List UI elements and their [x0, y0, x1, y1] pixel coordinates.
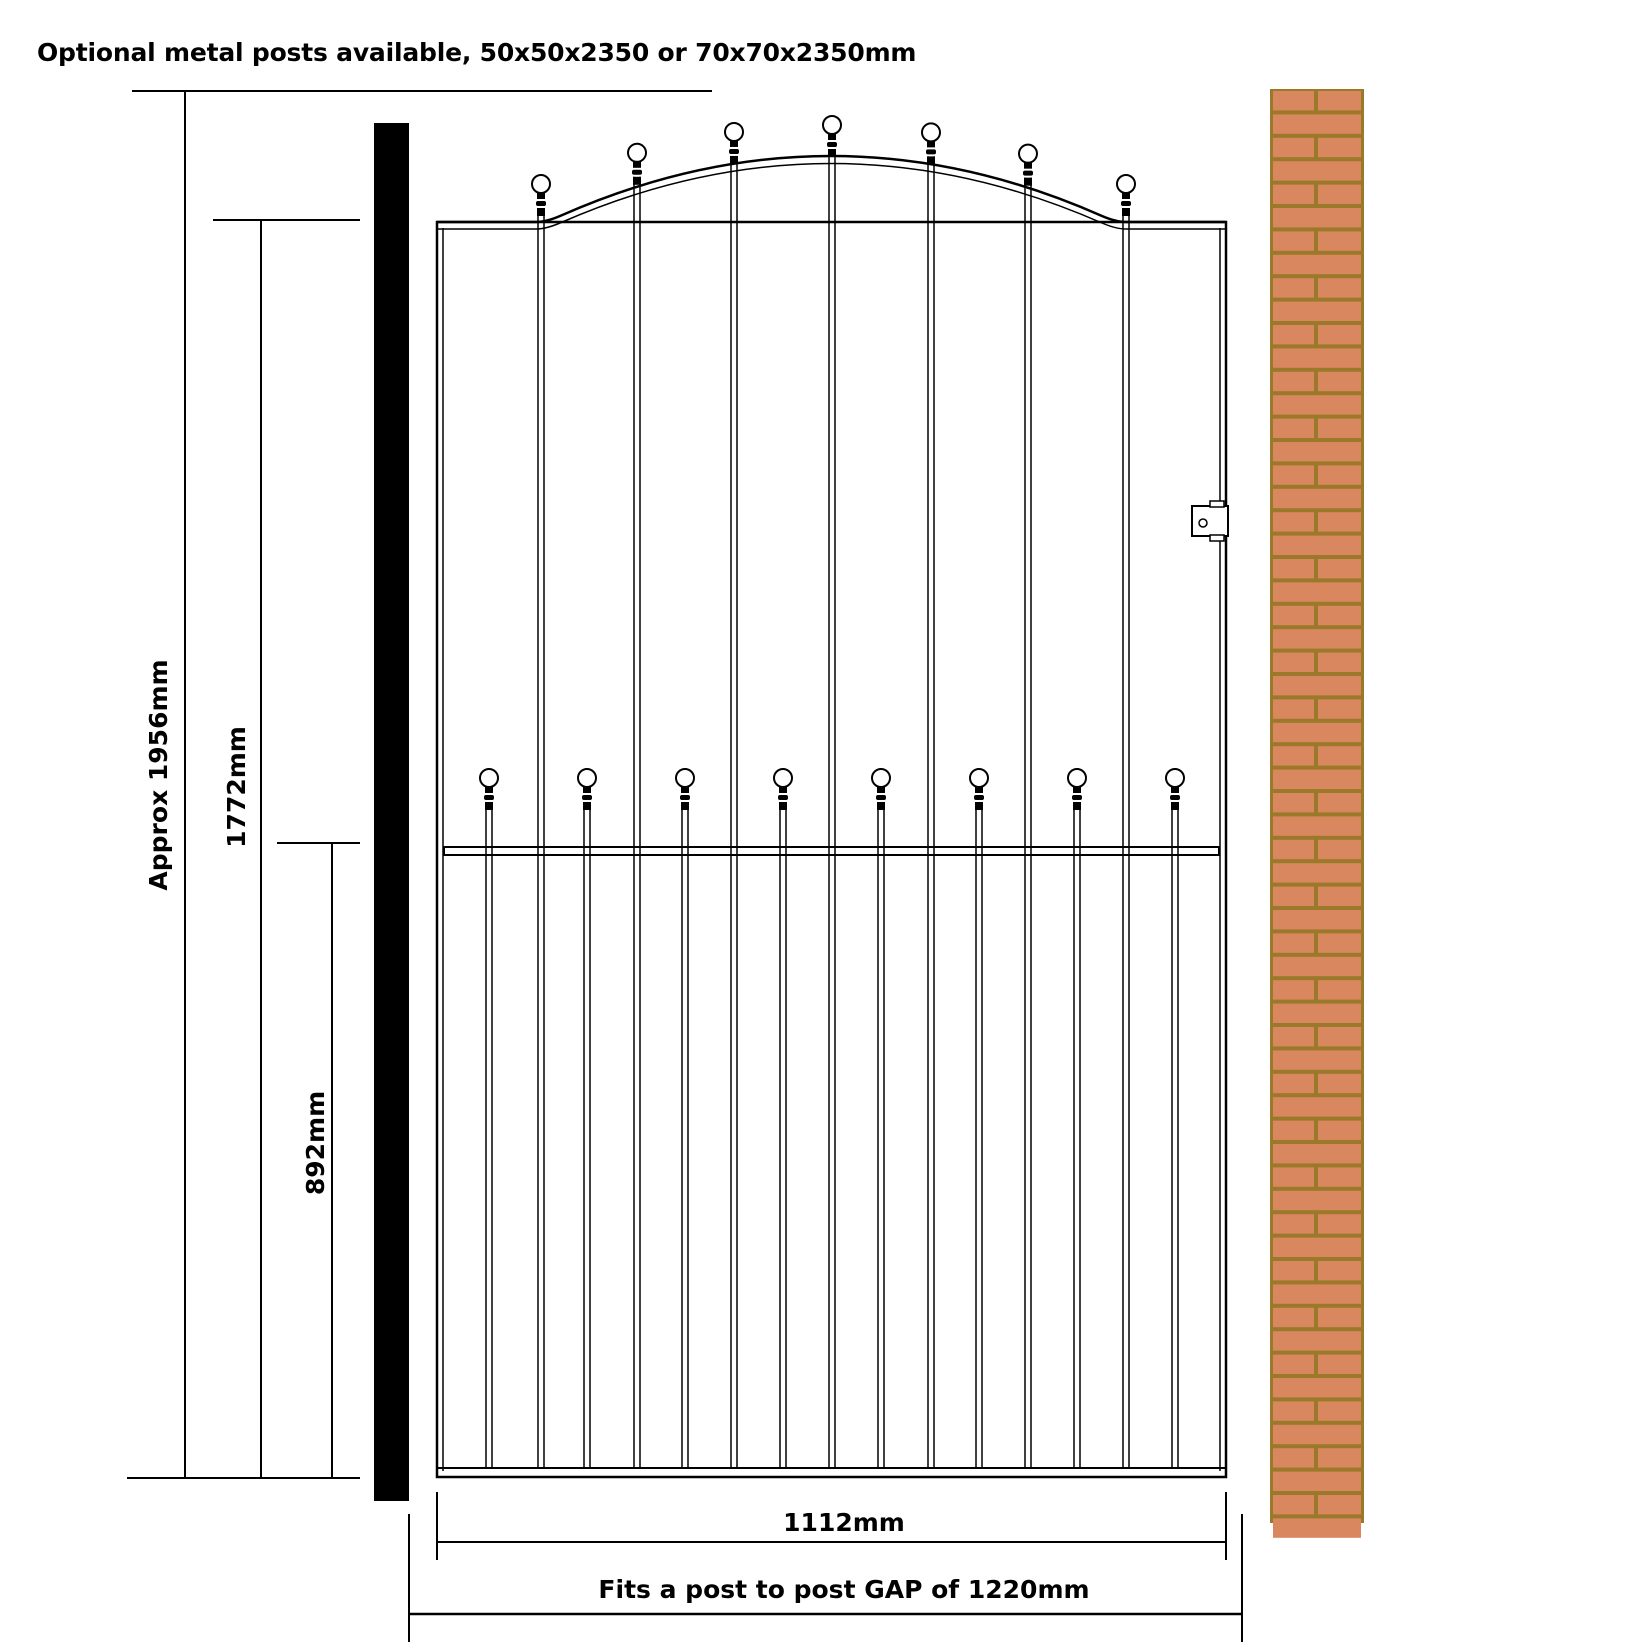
- brick: [1318, 1167, 1361, 1186]
- finial-collar: [975, 787, 983, 793]
- finial-ball: [532, 175, 550, 193]
- brick: [1318, 1308, 1361, 1327]
- brick: [1273, 185, 1314, 204]
- brick: [1273, 770, 1361, 789]
- brick: [1273, 1495, 1314, 1514]
- rail-height-dimension: [277, 843, 360, 1478]
- brick: [1273, 1004, 1361, 1023]
- finial-collar: [779, 802, 787, 810]
- finial-ball: [823, 116, 841, 134]
- finial-ball: [872, 769, 890, 787]
- brick: [1273, 91, 1314, 110]
- brick: [1273, 653, 1314, 672]
- finial-collar: [485, 802, 493, 810]
- brick: [1273, 348, 1361, 367]
- brick: [1273, 957, 1361, 976]
- brick: [1273, 699, 1314, 718]
- finial-collar: [779, 787, 787, 793]
- brick: [1318, 559, 1361, 578]
- finial-collar: [876, 795, 886, 800]
- finial-ball: [922, 123, 940, 141]
- finial-collar: [537, 208, 545, 216]
- brick: [1318, 699, 1361, 718]
- brick: [1273, 419, 1314, 438]
- brick: [1273, 1472, 1361, 1491]
- finial-ball: [725, 123, 743, 141]
- brick: [1273, 536, 1361, 555]
- brick: [1318, 606, 1361, 625]
- ball-finial-icon: [578, 769, 596, 810]
- ball-finial-icon: [725, 123, 743, 164]
- brick: [1318, 465, 1361, 484]
- brick: [1273, 1027, 1314, 1046]
- brick: [1273, 887, 1314, 906]
- finial-ball: [1166, 769, 1184, 787]
- finial-ball: [970, 769, 988, 787]
- latch-tab: [1210, 501, 1224, 507]
- brick: [1273, 442, 1361, 461]
- finial-collar: [827, 142, 837, 147]
- brick: [1318, 512, 1361, 531]
- brick: [1318, 1027, 1361, 1046]
- finial-collar: [1073, 802, 1081, 810]
- brick: [1318, 325, 1361, 344]
- brick: [1318, 887, 1361, 906]
- brick: [1318, 1401, 1361, 1420]
- brick: [1318, 1355, 1361, 1374]
- brick: [1273, 840, 1314, 859]
- finial-collar: [583, 802, 591, 810]
- finial-collar: [927, 141, 935, 147]
- finial-collar: [583, 787, 591, 793]
- brick: [1318, 746, 1361, 765]
- brick: [1318, 419, 1361, 438]
- brick: [1273, 395, 1361, 414]
- brick: [1273, 208, 1361, 227]
- finial-ball: [676, 769, 694, 787]
- finial-collar: [1122, 193, 1130, 199]
- finial-ball: [480, 769, 498, 787]
- brick: [1318, 980, 1361, 999]
- finial-collar: [1171, 787, 1179, 793]
- middle-rail: [444, 847, 1219, 855]
- ball-finial-icon: [1068, 769, 1086, 810]
- finial-ball: [1068, 769, 1086, 787]
- latch-icon: [1192, 501, 1228, 541]
- ball-finial-icon: [1166, 769, 1184, 810]
- gate: [437, 116, 1228, 1477]
- finial-collar: [680, 795, 690, 800]
- brick: [1318, 793, 1361, 812]
- finial-collar: [877, 787, 885, 793]
- brick: [1273, 816, 1361, 835]
- brick: [1273, 559, 1314, 578]
- brick: [1273, 1284, 1361, 1303]
- brick: [1318, 1448, 1361, 1467]
- brick: [1273, 512, 1314, 531]
- brick: [1273, 278, 1314, 297]
- brick: [1273, 1097, 1361, 1116]
- brick: [1273, 1378, 1361, 1397]
- brick: [1318, 185, 1361, 204]
- finial-ball: [1019, 145, 1037, 163]
- brick: [1318, 933, 1361, 952]
- brick: [1273, 980, 1314, 999]
- brick: [1273, 1074, 1314, 1093]
- finial-collar: [730, 141, 738, 147]
- gate-width-dimension: [437, 1492, 1226, 1560]
- latch-plate: [1192, 506, 1228, 536]
- gate-width-label: 1112mm: [783, 1508, 905, 1537]
- brick: [1318, 1074, 1361, 1093]
- brick: [1273, 1331, 1361, 1350]
- brick: [1273, 793, 1314, 812]
- ball-finial-icon: [628, 144, 646, 185]
- brick: [1273, 1425, 1361, 1444]
- ball-finial-icon: [676, 769, 694, 810]
- brick: [1273, 1121, 1314, 1140]
- brick: [1318, 91, 1361, 110]
- ball-finial-icon: [823, 116, 841, 157]
- finial-collar: [485, 787, 493, 793]
- brick: [1273, 1167, 1314, 1186]
- finial-collar: [681, 802, 689, 810]
- brick: [1318, 372, 1361, 391]
- brick: [1318, 1121, 1361, 1140]
- brick: [1318, 1214, 1361, 1233]
- finial-collar: [1121, 201, 1131, 206]
- brick: [1318, 231, 1361, 250]
- finial-collar: [1072, 795, 1082, 800]
- brick: [1273, 114, 1361, 133]
- finial-collar: [582, 795, 592, 800]
- finial-collar: [484, 795, 494, 800]
- brick: [1273, 1401, 1314, 1420]
- ball-finial-icon: [532, 175, 550, 216]
- latch-hole: [1199, 519, 1207, 527]
- brick: [1273, 325, 1314, 344]
- ball-finial-icon: [922, 123, 940, 164]
- finial-collar: [1171, 802, 1179, 810]
- brick: [1273, 1448, 1314, 1467]
- finial-collar: [927, 156, 935, 164]
- brick: [1273, 138, 1314, 157]
- brick: [1273, 1238, 1361, 1257]
- finial-collar: [1170, 795, 1180, 800]
- brick: [1273, 1191, 1361, 1210]
- brick: [1273, 676, 1361, 695]
- frame-height-dimension: [213, 220, 360, 1478]
- metal-post: [374, 123, 409, 1501]
- brick: [1273, 863, 1361, 882]
- finial-collar: [632, 170, 642, 175]
- post-gap-label: Fits a post to post GAP of 1220mm: [598, 1575, 1090, 1604]
- brick: [1273, 1518, 1361, 1537]
- finial-collar: [730, 156, 738, 164]
- brick: [1273, 606, 1314, 625]
- brick: [1273, 629, 1361, 648]
- brick: [1273, 231, 1314, 250]
- brick: [1318, 840, 1361, 859]
- finial-ball: [628, 144, 646, 162]
- finial-collar: [926, 149, 936, 154]
- finial-collar: [1122, 208, 1130, 216]
- brick: [1273, 582, 1361, 601]
- finial-collar: [1073, 787, 1081, 793]
- finial-collar: [729, 149, 739, 154]
- brick: [1273, 1355, 1314, 1374]
- finial-ball: [578, 769, 596, 787]
- brick: [1273, 465, 1314, 484]
- ball-finial-icon: [774, 769, 792, 810]
- brick: [1273, 372, 1314, 391]
- brick: [1273, 302, 1361, 321]
- page-caption: Optional metal posts available, 50x50x2350 or 70x70x2350mm: [37, 38, 917, 67]
- gate-arch-top: [437, 156, 1226, 222]
- overall-height-label: Approx 1956mm: [144, 659, 173, 891]
- finial-collar: [828, 149, 836, 157]
- finial-collar: [536, 201, 546, 206]
- finial-collar: [537, 193, 545, 199]
- brick: [1318, 138, 1361, 157]
- brick: [1273, 933, 1314, 952]
- finial-collar: [681, 787, 689, 793]
- ball-finial-icon: [480, 769, 498, 810]
- finial-collar: [828, 134, 836, 140]
- finial-collar: [633, 162, 641, 168]
- brick: [1318, 1495, 1361, 1514]
- brick: [1273, 1050, 1361, 1069]
- brick: [1273, 1261, 1314, 1280]
- brick: [1273, 255, 1361, 274]
- brick: [1273, 489, 1361, 508]
- brick: [1273, 1144, 1361, 1163]
- brick: [1273, 910, 1361, 929]
- brick: [1273, 161, 1361, 180]
- finial-ball: [1117, 175, 1135, 193]
- brick: [1318, 653, 1361, 672]
- finial-collar: [778, 795, 788, 800]
- finial-collar: [1024, 178, 1032, 186]
- finial-collar: [877, 802, 885, 810]
- brick: [1273, 723, 1361, 742]
- ball-finial-icon: [970, 769, 988, 810]
- finial-ball: [774, 769, 792, 787]
- brick: [1273, 746, 1314, 765]
- ball-finial-icon: [1117, 175, 1135, 216]
- brick: [1273, 1214, 1314, 1233]
- rail-height-label: 892mm: [301, 1090, 330, 1196]
- finial-collar: [974, 795, 984, 800]
- finial-collar: [1023, 171, 1033, 176]
- brick: [1318, 278, 1361, 297]
- ball-finial-icon: [872, 769, 890, 810]
- finial-collar: [975, 802, 983, 810]
- latch-tab: [1210, 535, 1224, 541]
- finial-collar: [633, 177, 641, 185]
- brick: [1273, 1308, 1314, 1327]
- ball-finial-icon: [1019, 145, 1037, 186]
- brick-wall-icon: [1270, 89, 1364, 1538]
- frame-height-label: 1772mm: [222, 726, 251, 848]
- finial-collar: [1024, 163, 1032, 169]
- brick: [1318, 1261, 1361, 1280]
